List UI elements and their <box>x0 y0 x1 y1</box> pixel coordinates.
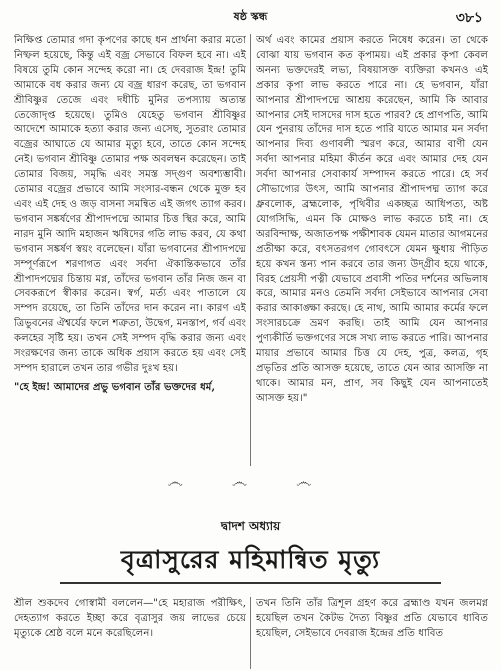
bottom-left-paragraph: শ্রীল শুকদেব গোস্বামী বললেন—"হে মহারাজ পরীক্ষিৎ, দেহত্যাগ করতে ইচ্ছা করে বৃত্রাসুর জয় লাভের চেয়ে মৃত্যুকে শ্রেষ্ঠ বলে মনে করেছিলেন। <box>14 598 246 639</box>
page-header <box>0 6 501 24</box>
chapter-title: বৃত্রাসুরের মহিমান্বিত মৃত্যু <box>120 545 381 574</box>
running-title: ষষ্ঠ স্কন্ধ <box>233 10 268 23</box>
chapter-number: দ্বাদশ অধ্যায় <box>220 519 281 533</box>
right-column <box>256 34 488 466</box>
ornament-glyph-right: ෴ <box>296 472 334 491</box>
bottom-right-paragraph: তখন তিনি তাঁর ত্রিশূল গ্রহণ করে ব্রহ্মাণ্ড যখন জলমগ্ন হয়েছিল তখন কৈটভ দৈত্য বিষ্ণুর প্রতি যেভাবে ধাবিত হয়েছিল, সেইভাবে দেবরাজ ইন্দ্রের প্রতি ধাবিত <box>256 598 488 639</box>
bottom-left-column <box>14 597 246 669</box>
bottom-column-divider <box>250 597 251 669</box>
left-paragraph-2: "হে ইন্দ্র! আমাদের প্রভু ভগবান তাঁর ভক্তদের ধর্ম, <box>14 380 215 393</box>
column-divider <box>250 34 251 466</box>
chapter-title-underline <box>60 582 441 584</box>
left-paragraph-1: নিক্ষিপ্ত তোমার গদা কৃপণের কাছে ধন প্রার্থনা করার মতো নিষ্ফল হয়েছে, কিন্তু এই বজ্র সেভাবে বিফল হবে না। এই বিষয়ে তুমি কোন সন্দেহ করো না। হে দেবরাজ ইন্দ্র! তুমি আমাকে বধ করার জন্য যে বজ্র ধারণ করেছ, তা ভগবান শ্রীবিষ্ণুর তেজে এবং দধীচি মুনির তপস্যায় অত্যন্ত তেজোদৃপ্ত হয়েছে। তুমিও যেহেতু ভগবান শ্রীবিষ্ণুর আদেশে আমাকে হত্যা করার জন্য এসেছ, সুতরাং তোমার বজ্রের আঘাতে যে আমার মৃত্যু হবে, তাতে কোন সন্দেহ নেই। ভগবান শ্রীবিষ্ণু তোমার পক্ষ অবলম্বন করেছেন। তাই তোমার বিজয়, সমৃদ্ধি এবং সমস্ত সদ্গুণ অবশ্যম্ভাবী। তোমার বজ্রের প্রভাবে আমি সংসার-বন্ধন থেকে মুক্ত হব এবং এই দেহ ও জড় বাসনা সমন্বিত এই জগৎ ত্যাগ করব। ভগবান সঙ্কর্ষণের শ্রীপাদপদ্মে আমার চিত্ত স্থির করে, আমি নারদ মুনি আদি মহাজন ঋষিদের গতি লাভ করব, যে কথা ভগবান সঙ্কর্ষণ স্বয়ং বলেছেন। যাঁরা ভগবানের শ্রীপাদপদ্মে সম্পূর্ণরূপে শরণাগত এবং সর্বদা ঐকান্তিকভাবে তাঁর শ্রীপাদপদ্মের চিন্তায় মগ্ন, তাঁদের ভগবান তাঁর নিজ জন বা সেবকরূপে স্বীকার করেন। স্বর্গ, মর্ত্য এবং পাতালে যে সম্পদ রয়েছে, তা তিনি তাঁদের দান করেন না। কারণ এই ত্রিভুবনের ঐশ্বর্যের ফলে শত্রুতা, উদ্বেগ, মনস্তাপ, গর্ব এবং কলহের সৃষ্টি হয়। তখন সেই সম্পদ বৃদ্ধি করার জন্য এবং সংরক্ষণের জন্য তাকে অধিক প্রয়াস করতে হয় এবং সেই সম্পদ হারালে তখন তার গভীর দুঃখ হয়। <box>14 35 246 374</box>
page-number: ৩৮১ <box>455 10 483 26</box>
left-column <box>14 34 246 466</box>
ornament-glyph-left: ෴ <box>167 472 205 491</box>
section-ornament <box>0 472 501 492</box>
bottom-right-column <box>256 597 488 669</box>
right-paragraph-1: অর্থ এবং কামের প্রয়াস করতে নিষেধ করেন। তা থেকে বোঝা যায় ভগবান কত কৃপাময়। এই প্রকার কৃপা কেবল অনন্য ভক্তদেরই লভ্য, বিষয়াসক্ত ব্যক্তিরা কখনও এই প্রকার কৃপা লাভ করতে পারে না। হে ভগবান, যাঁরা আপনার শ্রীপাদপদ্মে আশ্রয় করেছেন, আমি কি আবার আপনার সেই দাসদের দাস হতে পারব? হে প্রাণপতি, আমি যেন পুনরায় তাঁদের দাস হতে পারি যাতে আমার মন সর্বদা আপনার দিব্য গুণাবলী স্মরণ করে, আমার বাণী যেন সর্বদা আপনার মহিমা কীর্তন করে এবং আমার দেহ যেন সর্বদা আপনার সেবাকার্য সম্পাদন করতে পারে। হে সর্ব সৌভাগ্যের উৎস, আমি আপনার শ্রীপাদপদ্ম ত্যাগ করে ধ্রুবলোক, ব্রহ্মলোক, পৃথিবীর একচ্ছত্র আধিপত্য, অষ্ট যোগসিদ্ধি, এমন কি মোক্ষও লাভ করতে চাই না। হে অরবিন্দাক্ষ, অজাতপক্ষ পক্ষীশাবক যেমন মাতার আগমনের প্রতীক্ষা করে, বৎসতরগণ গোবৎসে যেমন ক্ষুধায় পীড়িত হয়ে কখন স্তন্য পান করবে তার জন্য উদ্গ্রীব হয়ে থাকে, বিরহ প্রেয়সী পত্নী যেভাবে প্রবাসী পতির দর্শনের অভিলাষ করে, আমার মনও তেমনি সর্বদা সেইভাবে আপনার সেবা করার আকাঙ্ক্ষা করছে। হে নাথ, আমি আমার কর্মের ফলে সংসারচক্রে ভ্রমণ করছি। তাই আমি যেন আপনার পুণ্যকীর্তি ভক্তগণের সঙ্গে সখ্য লাভ করতে পারি। আপনার মায়ার প্রভাবে আমার চিত্ত যে দেহ, পুত্র, কলত্র, গৃহ প্রভৃতির প্রতি আসক্ত হয়েছে, তাতে যেন আর আসক্তি না থাকে। আমার মন, প্রাণ, সব কিছুই যেন আপনাতেই আসক্ত হয়।" <box>256 35 488 404</box>
ornament-glyph-center: ෴ <box>231 472 270 491</box>
